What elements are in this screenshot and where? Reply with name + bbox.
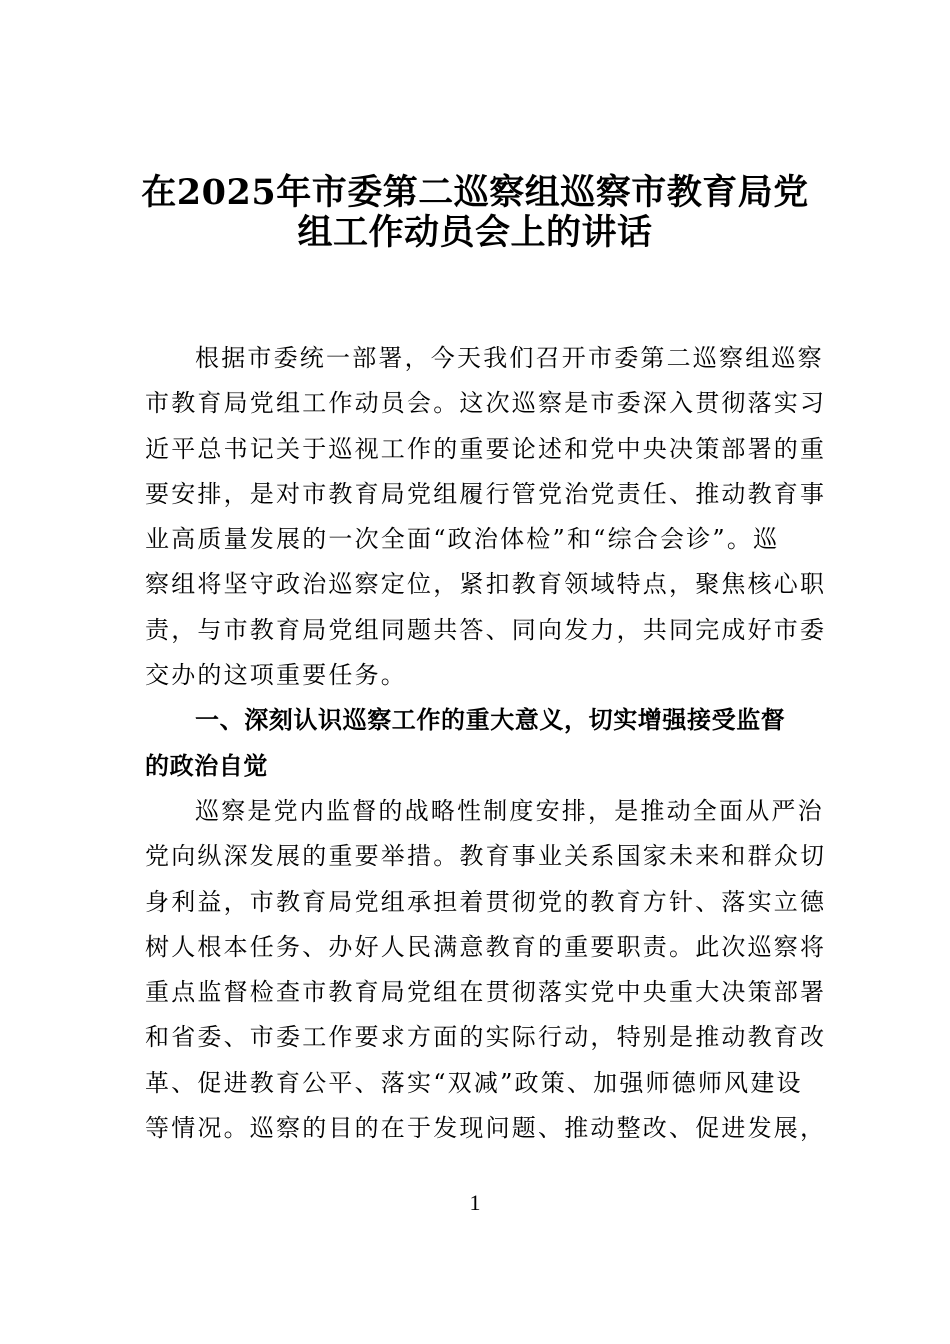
text-line: 树人根本任务、办好人民满意教育的重要职责。此次巡察将 xyxy=(145,932,827,961)
paragraph-intro xyxy=(145,336,827,698)
document-title-line-2: 组工作动员会上的讲话 xyxy=(297,212,653,253)
text-line: 交办的这项重要任务。 xyxy=(145,661,407,690)
text-line: 要安排，是对市教育局党组履行管党治党责任、推动教育事 xyxy=(145,479,827,508)
text-line: 党向纵深发展的重要举措。教育事业关系国家未来和群众切 xyxy=(145,842,827,871)
text-line: 革、促进教育公平、落实“双减”政策、加强师德师风建设 xyxy=(145,1068,803,1097)
text-line: 察组将坚守政治巡察定位，紧扣教育领域特点，聚焦核心职 xyxy=(145,570,827,599)
document-body xyxy=(145,336,827,1151)
heading-line: 一、深刻认识巡察工作的重大意义，切实增强接受监督 xyxy=(195,706,786,735)
page-number: 1 xyxy=(469,1190,481,1215)
text-line: 责，与市教育局党组同题共答、同向发力，共同完成好市委 xyxy=(145,615,827,644)
text-line: 市教育局党组工作动员会。这次巡察是市委深入贯彻落实习 xyxy=(145,389,827,418)
text-line: 等情况。巡察的目的在于发现问题、推动整改、促进发展， xyxy=(145,1114,827,1143)
text-line: 业高质量发展的一次全面“政治体检”和“综合会诊”。巡 xyxy=(145,525,780,554)
text-line: 身利益，市教育局党组承担着贯彻党的教育方针、落实立德 xyxy=(145,887,827,916)
text-line: 根据市委统一部署，今天我们召开市委第二巡察组巡察 xyxy=(195,344,824,372)
text-line: 近平总书记关于巡视工作的重要论述和党中央决策部署的重 xyxy=(145,434,827,463)
document-title-line-1: 在2025年市委第二巡察组巡察市教育局党 xyxy=(141,172,809,213)
section-heading-1 xyxy=(145,698,817,789)
heading-line: 的政治自觉 xyxy=(145,751,268,780)
text-line: 巡察是党内监督的战略性制度安排，是推动全面从严治 xyxy=(195,796,824,825)
text-line: 和省委、市委工作要求方面的实际行动，特别是推动教育改 xyxy=(145,1023,827,1052)
paragraph-section-1 xyxy=(145,789,827,1151)
text-line: 重点监督检查市教育局党组在贯彻落实党中央重大决策部署 xyxy=(145,978,827,1007)
